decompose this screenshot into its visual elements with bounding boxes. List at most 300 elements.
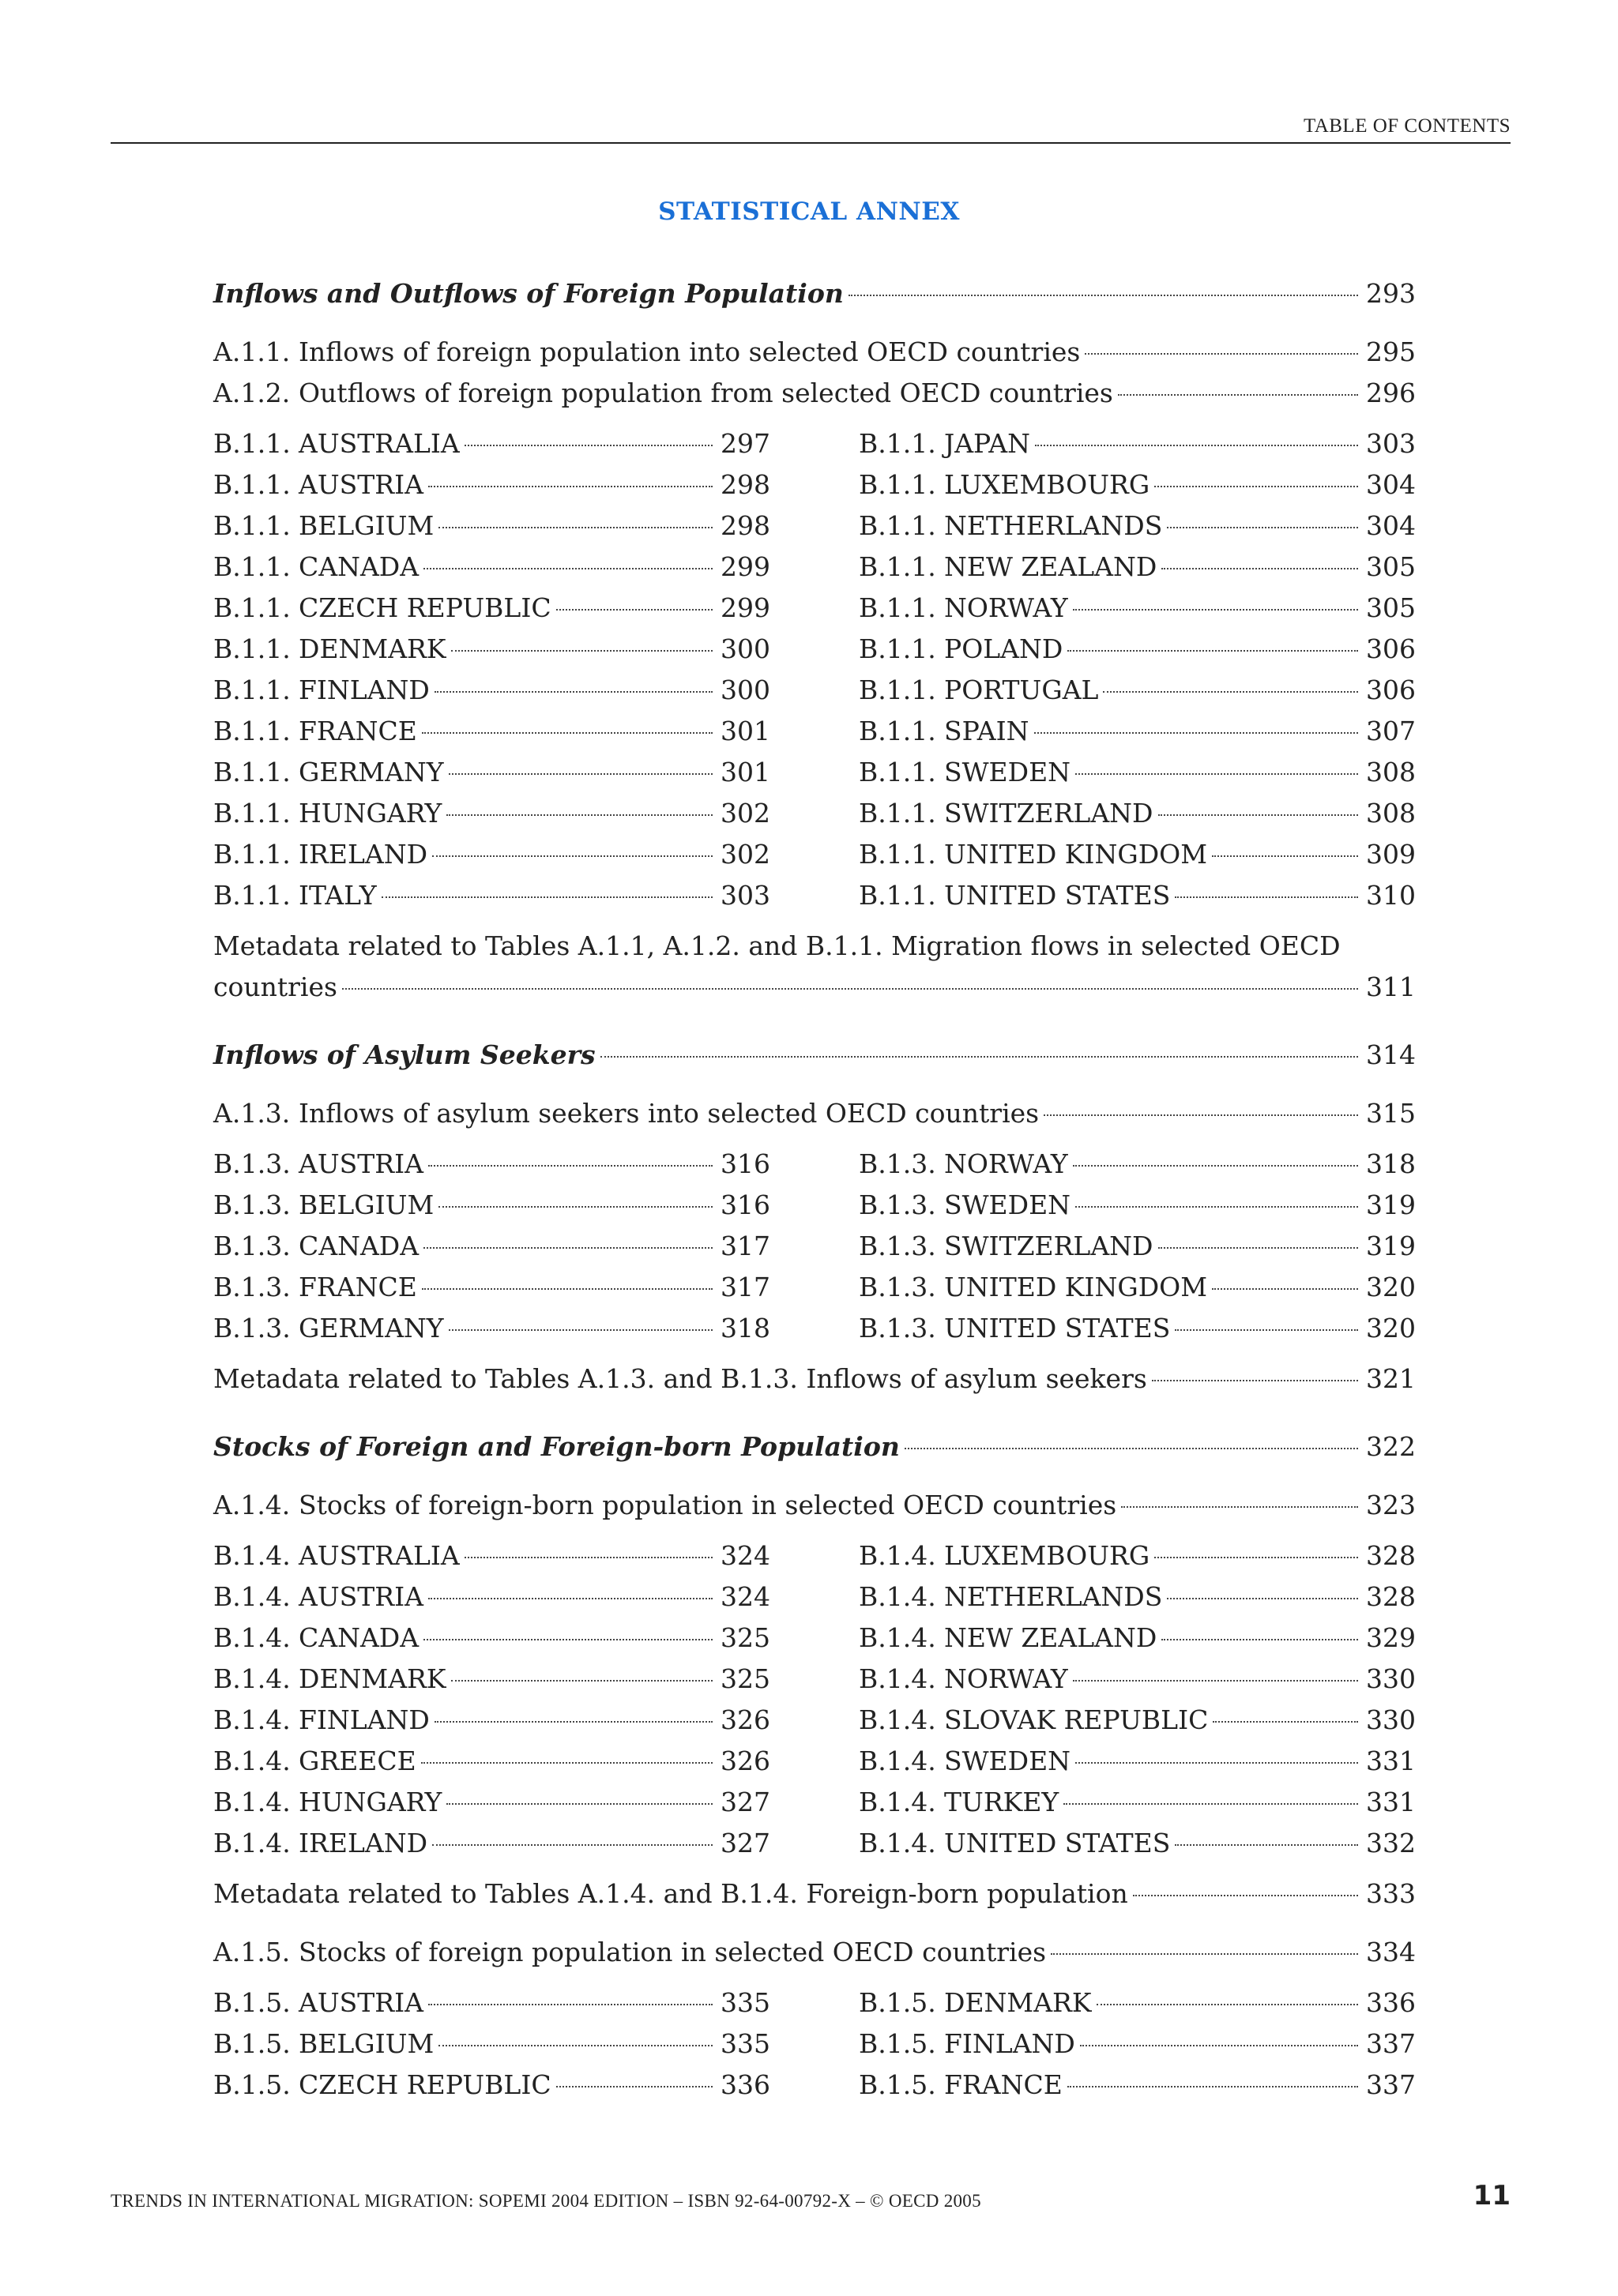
entry-label: [859, 1782, 1059, 1823]
dot-leader: [423, 568, 713, 569]
dot-leader: [422, 732, 713, 734]
spacer: [213, 1915, 1416, 1932]
entry-page: 327: [721, 1787, 770, 1817]
entry-label: [213, 793, 442, 834]
entry-label: [213, 2024, 434, 2065]
spacer: [213, 916, 1416, 926]
dot-leader: [1154, 1557, 1358, 1558]
entry-title: LUXEMBOURG: [944, 1540, 1150, 1571]
entry-page: 305: [1366, 551, 1416, 582]
dot-leader: [1067, 650, 1358, 652]
spacer: [213, 414, 1416, 423]
country-table-entry[interactable]: [213, 1741, 770, 1782]
entry-label: [859, 670, 1098, 711]
entry-label: [213, 752, 444, 793]
dot-leader: [451, 1680, 713, 1682]
country-table-entry[interactable]: [859, 1700, 1416, 1741]
entry-page: 337: [1366, 2028, 1416, 2059]
dot-leader: [438, 1206, 713, 1208]
spacer: [213, 1467, 1416, 1485]
entry-code: B.1.1.: [213, 551, 291, 582]
entry-title: Inflows of asylum seekers into selected OECD countries: [299, 1098, 1040, 1129]
country-table-entry[interactable]: [213, 1535, 770, 1576]
entry-title: SWEDEN: [944, 1189, 1071, 1220]
column-right: [859, 423, 1416, 916]
country-table-entry[interactable]: [213, 1226, 770, 1267]
dot-leader: [600, 1056, 1358, 1058]
entry-title: FRANCE: [944, 2069, 1063, 2100]
section-heading[interactable]: [213, 1035, 1416, 1076]
country-table-entry[interactable]: [213, 1823, 770, 1864]
entry-code: B.1.1.: [213, 633, 291, 664]
entry-code: B.1.4.: [213, 1622, 291, 1653]
entry-title: POLAND: [944, 633, 1063, 664]
dot-leader: [446, 814, 713, 816]
summary-table-entry[interactable]: [213, 1093, 1416, 1134]
country-table-entry[interactable]: [859, 2024, 1416, 2065]
entry-label: [859, 1741, 1071, 1782]
country-table-entry[interactable]: [213, 464, 770, 505]
country-table-entry[interactable]: [213, 1308, 770, 1349]
entry-label: [859, 1144, 1068, 1185]
entry-page: 335: [721, 1987, 770, 2018]
column-left: [213, 1535, 770, 1864]
column-left: [213, 1982, 770, 2106]
entry-label: [213, 875, 377, 916]
entry-label: [213, 1093, 1039, 1134]
entry-page: 324: [721, 1581, 770, 1612]
entry-page: 335: [721, 2028, 770, 2059]
entry-page: 320: [1366, 1313, 1416, 1343]
entry-code: B.1.5.: [859, 2069, 936, 2100]
country-table-entry[interactable]: [859, 1144, 1416, 1185]
entry-title: UNITED STATES: [944, 1828, 1171, 1858]
dot-leader: [1161, 1639, 1358, 1640]
entry-code: B.1.4.: [213, 1581, 291, 1612]
entry-page: 321: [1366, 1363, 1416, 1394]
summary-table-entry[interactable]: [213, 373, 1416, 414]
dot-leader: [432, 1844, 713, 1846]
entry-label: [859, 1226, 1153, 1267]
entry-label: [213, 1185, 434, 1226]
dot-leader: [435, 1721, 713, 1723]
entry-title: GERMANY: [299, 757, 444, 787]
country-table-entry[interactable]: [859, 1535, 1416, 1576]
country-table-entry[interactable]: [213, 547, 770, 588]
country-table-entry[interactable]: [213, 1982, 770, 2024]
summary-table-entry[interactable]: [213, 1932, 1416, 1973]
entry-page: 298: [721, 469, 770, 500]
column-right: [859, 1982, 1416, 2106]
entry-page: 314: [1366, 1039, 1416, 1070]
entry-title: JAPAN: [944, 428, 1030, 459]
country-table-entry[interactable]: [859, 1185, 1416, 1226]
entry-page: 303: [721, 880, 770, 911]
dot-leader: [1080, 2045, 1358, 2046]
dot-leader: [438, 2045, 713, 2046]
country-table-entry[interactable]: [859, 834, 1416, 875]
country-table-entry[interactable]: [859, 505, 1416, 547]
entry-page: 301: [721, 716, 770, 746]
entry-code: B.1.1.: [859, 839, 936, 870]
country-table-entry[interactable]: [859, 2065, 1416, 2106]
dot-leader: [428, 486, 713, 487]
entry-code: A.1.3.: [213, 1098, 291, 1129]
entry-code: B.1.4.: [859, 1704, 936, 1735]
entry-page: 331: [1366, 1787, 1416, 1817]
dot-leader: [1067, 2086, 1358, 2087]
entry-page: 305: [1366, 592, 1416, 623]
entry-title: SLOVAK REPUBLIC: [944, 1704, 1209, 1735]
entry-code: B.1.1.: [213, 716, 291, 746]
country-table-entry[interactable]: [859, 1741, 1416, 1782]
entry-page: 308: [1366, 798, 1416, 829]
entry-page: 299: [721, 551, 770, 582]
dot-leader: [449, 1329, 713, 1331]
country-table-entry[interactable]: [213, 2065, 770, 2106]
entry-label: [213, 1144, 423, 1185]
country-table-entry[interactable]: [859, 423, 1416, 464]
entry-title: NORWAY: [944, 1148, 1068, 1179]
country-table-entry[interactable]: [213, 1618, 770, 1659]
dot-leader: [342, 988, 1358, 990]
country-table-entry[interactable]: [213, 711, 770, 752]
spacer: [213, 1973, 1416, 1982]
country-table-entry[interactable]: [213, 875, 770, 916]
entry-title: CZECH REPUBLIC: [299, 592, 551, 623]
dot-leader: [1161, 568, 1358, 569]
entry-code: B.1.4.: [859, 1581, 936, 1612]
spacer: [213, 314, 1416, 332]
entry-code: B.1.3.: [859, 1231, 936, 1261]
country-table-entry[interactable]: [213, 793, 770, 834]
country-table-entry[interactable]: [859, 1659, 1416, 1700]
entry-code: B.1.4.: [859, 1745, 936, 1776]
entry-page: 332: [1366, 1828, 1416, 1858]
entry-code: B.1.5.: [859, 1987, 936, 2018]
country-table-entry[interactable]: [213, 670, 770, 711]
entry-label: Metadata related to Tables A.1.4. and B.1.4. Foreign-born population: [213, 1878, 1128, 1909]
entry-title: UNITED KINGDOM: [944, 1272, 1207, 1302]
entry-label: [213, 834, 427, 875]
dot-leader: [1051, 1953, 1358, 1955]
entry-label: [213, 423, 460, 464]
entry-page: 328: [1366, 1581, 1416, 1612]
country-table-entry[interactable]: [213, 505, 770, 547]
dot-leader: [1073, 1680, 1358, 1682]
entry-title: IRELAND: [299, 839, 428, 870]
entry-label: [213, 629, 446, 670]
entry-label: [859, 834, 1207, 875]
entry-code: B.1.5.: [213, 2028, 291, 2059]
dot-leader: [382, 896, 713, 898]
entry-label: [859, 1576, 1162, 1618]
dot-leader: [1035, 445, 1358, 446]
entry-title: SWEDEN: [944, 757, 1071, 787]
country-table-entry[interactable]: [859, 1823, 1416, 1864]
dot-leader: [1158, 1247, 1358, 1249]
country-table-entry[interactable]: [859, 1576, 1416, 1618]
entry-page: 295: [1366, 336, 1416, 367]
dot-leader: [1212, 1288, 1358, 1290]
entry-label: [213, 1932, 1046, 1973]
entry-code: B.1.4.: [859, 1828, 936, 1858]
entry-code: B.1.1.: [859, 716, 936, 746]
entry-title: PORTUGAL: [944, 675, 1099, 705]
entry-page: 304: [1366, 469, 1416, 500]
dot-leader: [1085, 353, 1358, 355]
column-right: [859, 1535, 1416, 1864]
country-table-entry[interactable]: [859, 1982, 1416, 2024]
entry-code: B.1.3.: [213, 1313, 291, 1343]
entry-label: [859, 1267, 1207, 1308]
entry-label: [859, 505, 1162, 547]
country-table-entry[interactable]: [859, 1308, 1416, 1349]
entry-page: 299: [721, 592, 770, 623]
entry-page: 316: [721, 1148, 770, 1179]
entry-label: [213, 1226, 419, 1267]
dot-leader: [421, 1762, 713, 1764]
entry-title: IRELAND: [299, 1828, 428, 1858]
country-table-entry[interactable]: [859, 711, 1416, 752]
entry-code: B.1.1.: [859, 633, 936, 664]
annex-title: STATISTICAL ANNEX: [658, 197, 960, 226]
entry-code: B.1.4.: [859, 1622, 936, 1653]
country-table-entry[interactable]: [213, 1700, 770, 1741]
entry-label: [859, 588, 1068, 629]
entry-page: 310: [1366, 880, 1416, 911]
entry-label: [859, 2065, 1063, 2106]
entry-page: 325: [721, 1622, 770, 1653]
column-right: [859, 1144, 1416, 1349]
country-table-entry[interactable]: [859, 670, 1416, 711]
entry-label: [859, 1618, 1157, 1659]
country-table-entry[interactable]: [859, 1267, 1416, 1308]
entry-title: HUNGARY: [299, 1787, 442, 1817]
dot-leader: [1034, 732, 1358, 734]
spacer: [213, 1076, 1416, 1093]
entry-label: [859, 752, 1071, 793]
entry-page: 306: [1366, 633, 1416, 664]
dot-leader: [438, 527, 713, 528]
entry-label: [859, 1308, 1170, 1349]
country-table-entry[interactable]: [859, 875, 1416, 916]
country-table-entry[interactable]: [859, 588, 1416, 629]
entry-title: FINLAND: [944, 2028, 1075, 2059]
entry-label: [213, 1982, 423, 2024]
country-table-entry[interactable]: [213, 1659, 770, 1700]
section-heading[interactable]: [213, 1426, 1416, 1467]
entry-label: [859, 464, 1150, 505]
country-table-entry[interactable]: [213, 834, 770, 875]
entry-code: B.1.1.: [213, 428, 291, 459]
summary-table-entry[interactable]: [213, 1485, 1416, 1526]
entry-code: B.1.4.: [213, 1704, 291, 1735]
entry-code: B.1.4.: [213, 1828, 291, 1858]
entry-page: 318: [1366, 1148, 1416, 1179]
country-table-entry[interactable]: [213, 1144, 770, 1185]
metadata-entry[interactable]: [213, 1358, 1416, 1400]
entry-code: B.1.4.: [859, 1663, 936, 1694]
entry-page: 328: [1366, 1540, 1416, 1571]
metadata-entry-line[interactable]: Metadata related to Tables A.1.1, A.1.2. and B.1.1. Migration flows in selected OECD: [213, 930, 1341, 961]
country-table-entry[interactable]: [213, 588, 770, 629]
country-table-entry[interactable]: [213, 2024, 770, 2065]
entry-page: 334: [1366, 1937, 1416, 1967]
entry-page: 318: [721, 1313, 770, 1343]
country-table-entry[interactable]: [859, 1782, 1416, 1823]
dot-leader: [556, 2086, 713, 2087]
entry-page: 315: [1366, 1098, 1416, 1129]
dot-leader: [1097, 2004, 1358, 2005]
entry-page: 296: [1366, 378, 1416, 408]
entry-title: Stocks of foreign-born population in selected OECD countries: [299, 1490, 1117, 1520]
entry-code: B.1.1.: [213, 469, 291, 500]
running-head: TABLE OF CONTENTS: [1303, 115, 1511, 137]
entry-code: B.1.3.: [213, 1231, 291, 1261]
entry-page: 329: [1366, 1622, 1416, 1653]
entry-code: B.1.3.: [213, 1189, 291, 1220]
dot-leader: [1152, 1380, 1358, 1381]
entry-label: [213, 1659, 446, 1700]
entry-code: B.1.3.: [859, 1148, 936, 1179]
country-table-entry[interactable]: [213, 1782, 770, 1823]
country-table-entry[interactable]: [859, 464, 1416, 505]
country-table-entry[interactable]: [859, 629, 1416, 670]
entry-page: 337: [1366, 2069, 1416, 2100]
entry-page: 302: [721, 839, 770, 870]
country-table-entry[interactable]: [213, 629, 770, 670]
spacer: [213, 1008, 1416, 1025]
entry-page: 330: [1366, 1663, 1416, 1694]
country-table-entry[interactable]: [213, 1576, 770, 1618]
entry-label: [859, 1659, 1068, 1700]
entry-page: 333: [1366, 1878, 1416, 1909]
entry-title: HUNGARY: [299, 798, 442, 829]
entry-title: GERMANY: [299, 1313, 444, 1343]
entry-code: B.1.1.: [213, 839, 291, 870]
entry-label: [213, 1308, 444, 1349]
dot-leader: [465, 1557, 713, 1558]
entry-title: LUXEMBOURG: [944, 469, 1150, 500]
entry-label: Stocks of Foreign and Foreign-born Population: [213, 1431, 900, 1462]
column-left: [213, 423, 770, 916]
country-table-entry[interactable]: [859, 793, 1416, 834]
entry-code: B.1.1.: [213, 510, 291, 541]
metadata-entry[interactable]: [213, 1873, 1416, 1915]
entry-title: AUSTRIA: [299, 469, 423, 500]
dot-leader: [423, 1247, 713, 1249]
entry-code: A.1.1.: [213, 336, 291, 367]
entry-page: 302: [721, 798, 770, 829]
country-table-entry[interactable]: [213, 423, 770, 464]
entry-code: B.1.1.: [859, 675, 936, 705]
entry-title: SWEDEN: [944, 1745, 1071, 1776]
country-table-list: [213, 423, 1416, 916]
entry-code: B.1.4.: [213, 1787, 291, 1817]
entry-label: countries: [213, 971, 337, 1002]
entry-code: B.1.3.: [859, 1313, 936, 1343]
country-table-entry[interactable]: [213, 752, 770, 793]
entry-title: NETHERLANDS: [944, 1581, 1163, 1612]
entry-label: [213, 464, 423, 505]
entry-label: [859, 629, 1063, 670]
entry-code: B.1.4.: [859, 1787, 936, 1817]
entry-title: SWITZERLAND: [944, 1231, 1153, 1261]
entry-code: B.1.3.: [859, 1272, 936, 1302]
entry-code: B.1.1.: [213, 675, 291, 705]
dot-leader: [1154, 486, 1358, 487]
entry-page: 303: [1366, 428, 1416, 459]
entry-label: [213, 1782, 442, 1823]
summary-table-entry[interactable]: [213, 332, 1416, 373]
entry-code: B.1.1.: [213, 798, 291, 829]
dot-leader: [1118, 394, 1358, 396]
entry-page: 322: [1366, 1431, 1416, 1462]
spacer: [213, 1134, 1416, 1144]
spacer: [213, 1025, 1416, 1035]
entry-title: FINLAND: [299, 675, 430, 705]
entry-code: B.1.1.: [859, 798, 936, 829]
country-table-entry[interactable]: [213, 1267, 770, 1308]
section-heading[interactable]: [213, 273, 1416, 314]
dot-leader: [422, 1288, 713, 1290]
entry-code: B.1.1.: [213, 880, 291, 911]
dot-leader: [1213, 1721, 1358, 1723]
entry-page: 306: [1366, 675, 1416, 705]
country-table-entry[interactable]: [213, 1185, 770, 1226]
entry-page: 324: [721, 1540, 770, 1571]
entry-code: B.1.5.: [859, 2028, 936, 2059]
dot-leader: [1167, 527, 1358, 528]
dot-leader: [1121, 1506, 1358, 1508]
entry-page: 319: [1366, 1189, 1416, 1220]
entry-label: [213, 2065, 551, 2106]
entry-label: [213, 1267, 417, 1308]
entry-title: NEW ZEALAND: [944, 551, 1157, 582]
entry-page: 297: [721, 428, 770, 459]
entry-page: 301: [721, 757, 770, 787]
dot-leader: [1167, 1598, 1358, 1599]
country-table-list: [213, 1144, 1416, 1349]
country-table-entry[interactable]: [859, 547, 1416, 588]
dot-leader: [423, 1639, 713, 1640]
entry-title: AUSTRIA: [299, 1581, 423, 1612]
country-table-entry[interactable]: [859, 1226, 1416, 1267]
footer-text: TRENDS IN INTERNATIONAL MIGRATION: SOPEMI 2004 EDITION – ISBN 92-64-00792-X – © OECD 2005: [111, 2191, 981, 2211]
dot-leader: [1133, 1895, 1358, 1896]
entry-title: CZECH REPUBLIC: [299, 2069, 551, 2100]
entry-title: DENMARK: [299, 1663, 446, 1694]
metadata-entry[interactable]: [213, 967, 1416, 1008]
entry-label: [213, 588, 551, 629]
entry-title: SPAIN: [944, 716, 1029, 746]
entry-code: B.1.1.: [213, 757, 291, 787]
entry-code: A.1.4.: [213, 1490, 291, 1520]
dot-leader: [432, 855, 713, 857]
spacer: [213, 1526, 1416, 1535]
entry-label: Inflows of Asylum Seekers: [213, 1039, 596, 1070]
entry-label: [859, 2024, 1075, 2065]
country-table-entry[interactable]: [859, 752, 1416, 793]
dot-leader: [1075, 773, 1358, 775]
dot-leader: [905, 1448, 1358, 1449]
entry-title: CANADA: [299, 1622, 420, 1653]
entry-title: DENMARK: [299, 633, 446, 664]
entry-title: Inflows of foreign population into selected OECD countries: [299, 336, 1081, 367]
country-table-entry[interactable]: [859, 1618, 1416, 1659]
entry-title: GREECE: [299, 1745, 416, 1776]
